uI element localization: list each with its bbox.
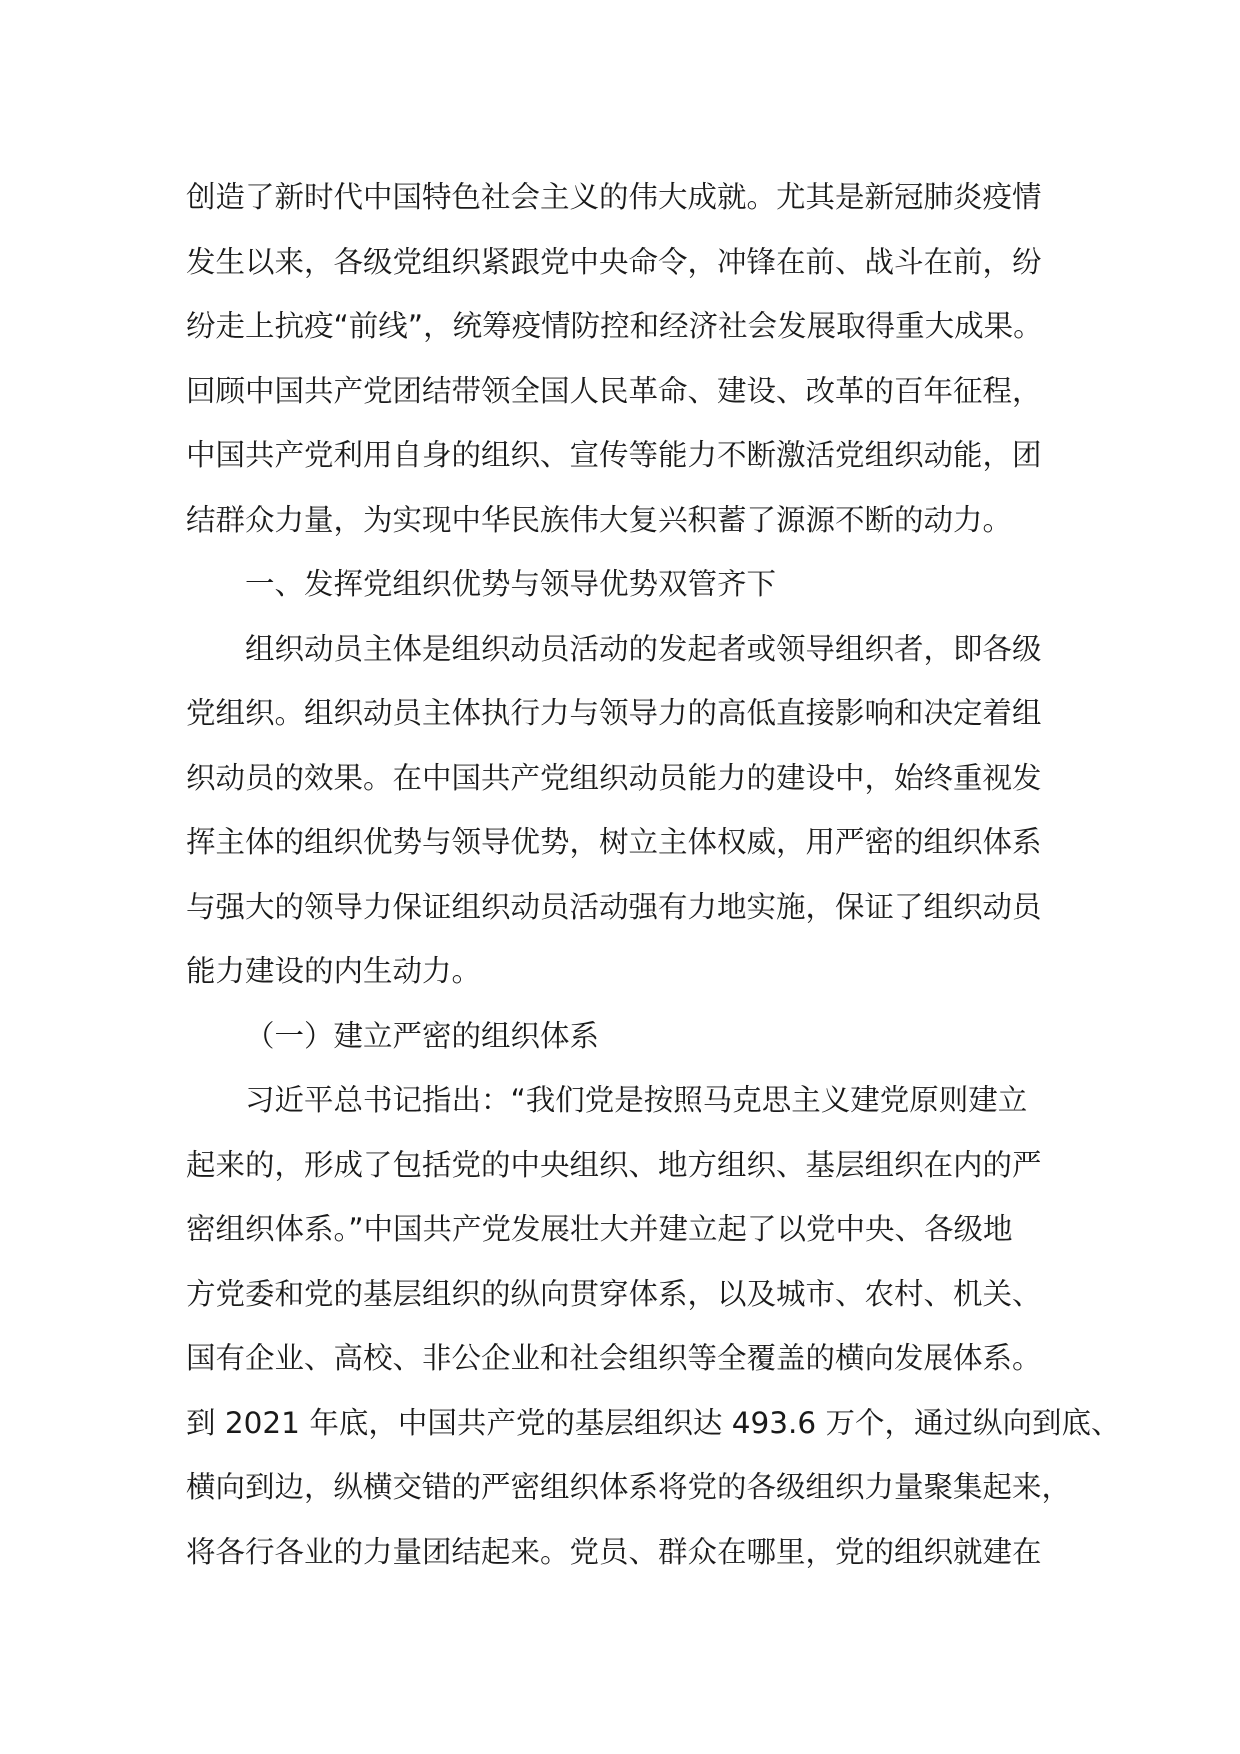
text-line: 起来的，形成了包括党的中央组织、地方组织、基层组织在内的严 xyxy=(186,1147,1042,1182)
text-line: 将各行各业的力量团结起来。党员、群众在哪里，党的组织就建在 xyxy=(186,1534,1042,1569)
body-text xyxy=(186,165,1121,1584)
text-line: 到 2021 年底，中国共产党的基层组织达 493.6 万个，通过纵向到底、 xyxy=(186,1405,1121,1440)
text-line: 党组织。组织动员主体执行力与领导力的高低直接影响和决定着组 xyxy=(186,696,1042,730)
text-line: 组织动员主体是组织动员活动的发起者或领导组织者，即各级 xyxy=(245,631,1042,666)
text-line: 密组织体系。”中国共产党发展壮大并建立起了以党中央、各级地 xyxy=(186,1212,1013,1246)
subsection-heading: （一）建立严密的组织体系 xyxy=(245,1018,600,1053)
text-line: 与强大的领导力保证组织动员活动强有力地实施，保证了组织动员 xyxy=(186,889,1042,924)
text-line: 能力建设的内生动力。 xyxy=(186,954,482,988)
text-line: 纷走上抗疫“前线”，统筹疫情防控和经济社会发展取得重大成果。 xyxy=(186,309,1043,343)
text-line: 横向到边，纵横交错的严密组织体系将党的各级组织力量聚集起来， xyxy=(186,1470,1072,1504)
text-line: 习近平总书记指出：“我们党是按照马克思主义建党原则建立 xyxy=(245,1083,1028,1117)
text-line: 回顾中国共产党团结带领全国人民革命、建设、改革的百年征程， xyxy=(186,373,1042,408)
text-line: 国有企业、高校、非公企业和社会组织等全覆盖的横向发展体系。 xyxy=(186,1341,1042,1375)
text-line: 中国共产党利用自身的组织、宣传等能力不断激活党组织动能，团 xyxy=(186,438,1042,472)
text-line: 创造了新时代中国特色社会主义的伟大成就。尤其是新冠肺炎疫情 xyxy=(186,180,1042,214)
text-line: 织动员的效果。在中国共产党组织动员能力的建设中，始终重视发 xyxy=(186,760,1042,795)
section-heading: 一、发挥党组织优势与领导优势双管齐下 xyxy=(245,567,777,601)
text-line: 结群众力量，为实现中华民族伟大复兴积蓄了源源不断的动力。 xyxy=(186,502,1013,537)
text-line: 挥主体的组织优势与领导优势，树立主体权威，用严密的组织体系 xyxy=(186,825,1042,859)
text-line: 发生以来，各级党组织紧跟党中央命令，冲锋在前、战斗在前，纷 xyxy=(186,244,1042,279)
text-line: 方党委和党的基层组织的纵向贯穿体系，以及城市、农村、机关、 xyxy=(186,1276,1042,1311)
